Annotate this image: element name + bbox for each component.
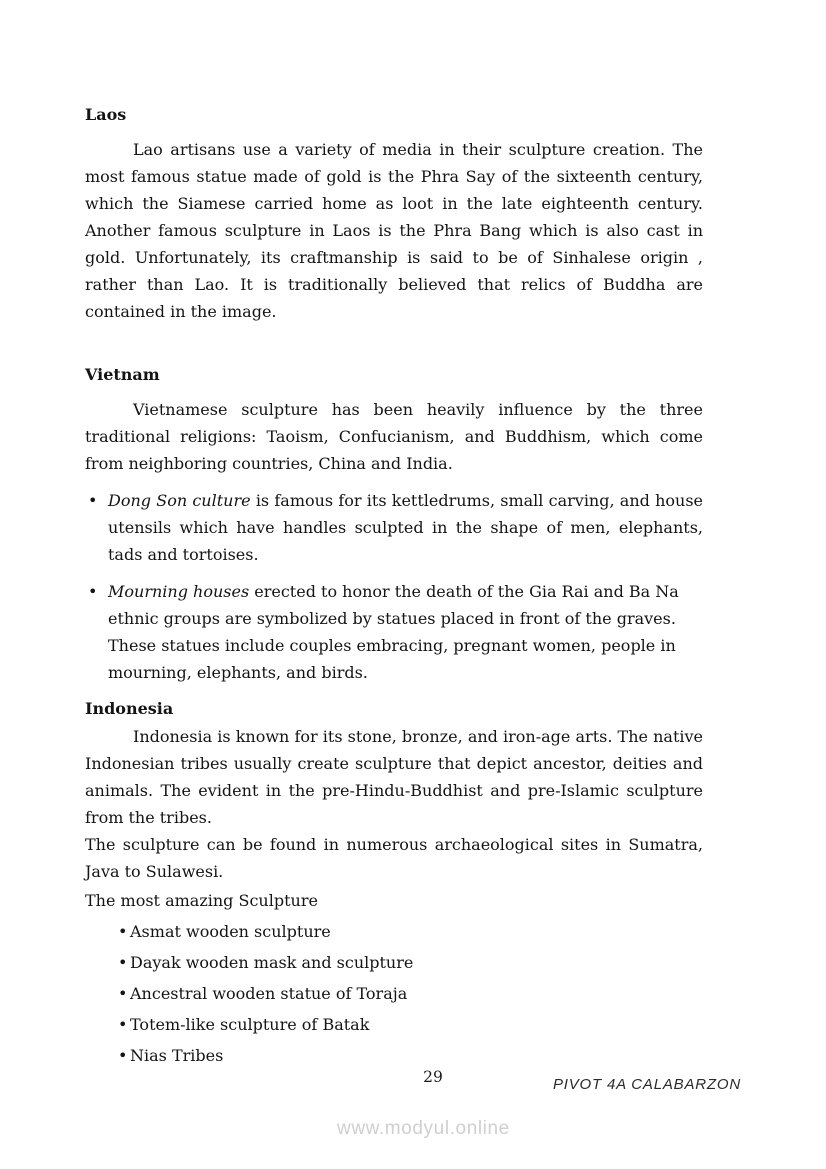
list-item-text: is famous for its kettledrums, small carving, and house utensils which have handles sculpted in the shape of men, elephants, tads and tortoises. xyxy=(108,491,704,564)
list-item-batak xyxy=(85,1011,703,1038)
list-item-text: Ancestral wooden statue of Toraja xyxy=(130,984,408,1003)
bullet-icon xyxy=(118,1011,127,1038)
page-content xyxy=(85,101,703,1069)
list-item-mourning-houses xyxy=(85,578,703,686)
laos-paragraph: Lao artisans use a variety of media in their sculpture creation. The most famous statue made of gold is the Phra Say of the sixteenth century, which the Siamese carried home as loot in the late eighteenth century. Another famous sculpture in Laos is the Phra Bang which is also cast in gold. Unfortunately, its craftmanship is said to be of Sinhalese origin , rather than Lao. It is traditionally believed that relics of Buddha are contained in the image. xyxy=(85,140,703,321)
bullet-icon xyxy=(118,918,127,945)
indonesia-bullet-list xyxy=(85,918,703,1069)
indonesia-list-intro: The most amazing Sculpture xyxy=(85,891,318,910)
list-item-dayak xyxy=(85,949,703,976)
bullet-icon xyxy=(118,1042,127,1069)
watermark: www.modyul.online xyxy=(337,1118,510,1139)
vietnam-paragraph: Vietnamese sculpture has been heavily influence by the three traditional religions: Taoism, Confucianism, and Buddhism, which come from neighboring countries, China and India. xyxy=(85,400,703,473)
list-item-text: Nias Tribes xyxy=(130,1046,224,1065)
section-heading-vietnam: Vietnam xyxy=(85,365,160,384)
vietnam-bullet-list xyxy=(85,487,703,686)
indonesia-paragraph-2: The sculpture can be found in numerous archaeological sites in Sumatra, Java to Sulawesi. xyxy=(85,835,703,881)
list-item-toraja xyxy=(85,980,703,1007)
bullet-icon xyxy=(118,980,127,1007)
footer-brand: PIVOT 4A CALABARZON xyxy=(552,1076,741,1093)
list-item-lead: Dong Son culture xyxy=(108,491,251,510)
list-item-text: erected to honor the death of the Gia Rai and Ba Na ethnic groups are symbolized by statues placed in front of the graves. These statues include couples embracing, pregnant women, people in mourning, elephants, and birds. xyxy=(108,582,679,682)
list-item-nias xyxy=(85,1042,703,1069)
list-item-text: Totem-like sculpture of Batak xyxy=(130,1015,370,1034)
bullet-icon xyxy=(88,487,97,514)
list-item-lead: Mourning houses xyxy=(108,582,250,601)
indonesia-paragraph-1: Indonesia is known for its stone, bronze, and iron-age arts. The native Indonesian tribes usually create sculpture that depict ancestor, deities and animals. The evident in the pre-Hindu-Buddhist and pre-Islamic sculpture from the tribes. xyxy=(85,727,703,827)
page-number: 29 xyxy=(423,1068,443,1086)
list-item-asmat xyxy=(85,918,703,945)
list-item-text: Dayak wooden mask and sculpture xyxy=(130,953,414,972)
list-item-dong-son xyxy=(85,487,703,568)
bullet-icon xyxy=(88,578,97,605)
list-item-text: Asmat wooden sculpture xyxy=(130,922,331,941)
section-heading-indonesia: Indonesia xyxy=(85,699,174,718)
bullet-icon xyxy=(118,949,127,976)
section-heading-laos: Laos xyxy=(85,105,127,124)
